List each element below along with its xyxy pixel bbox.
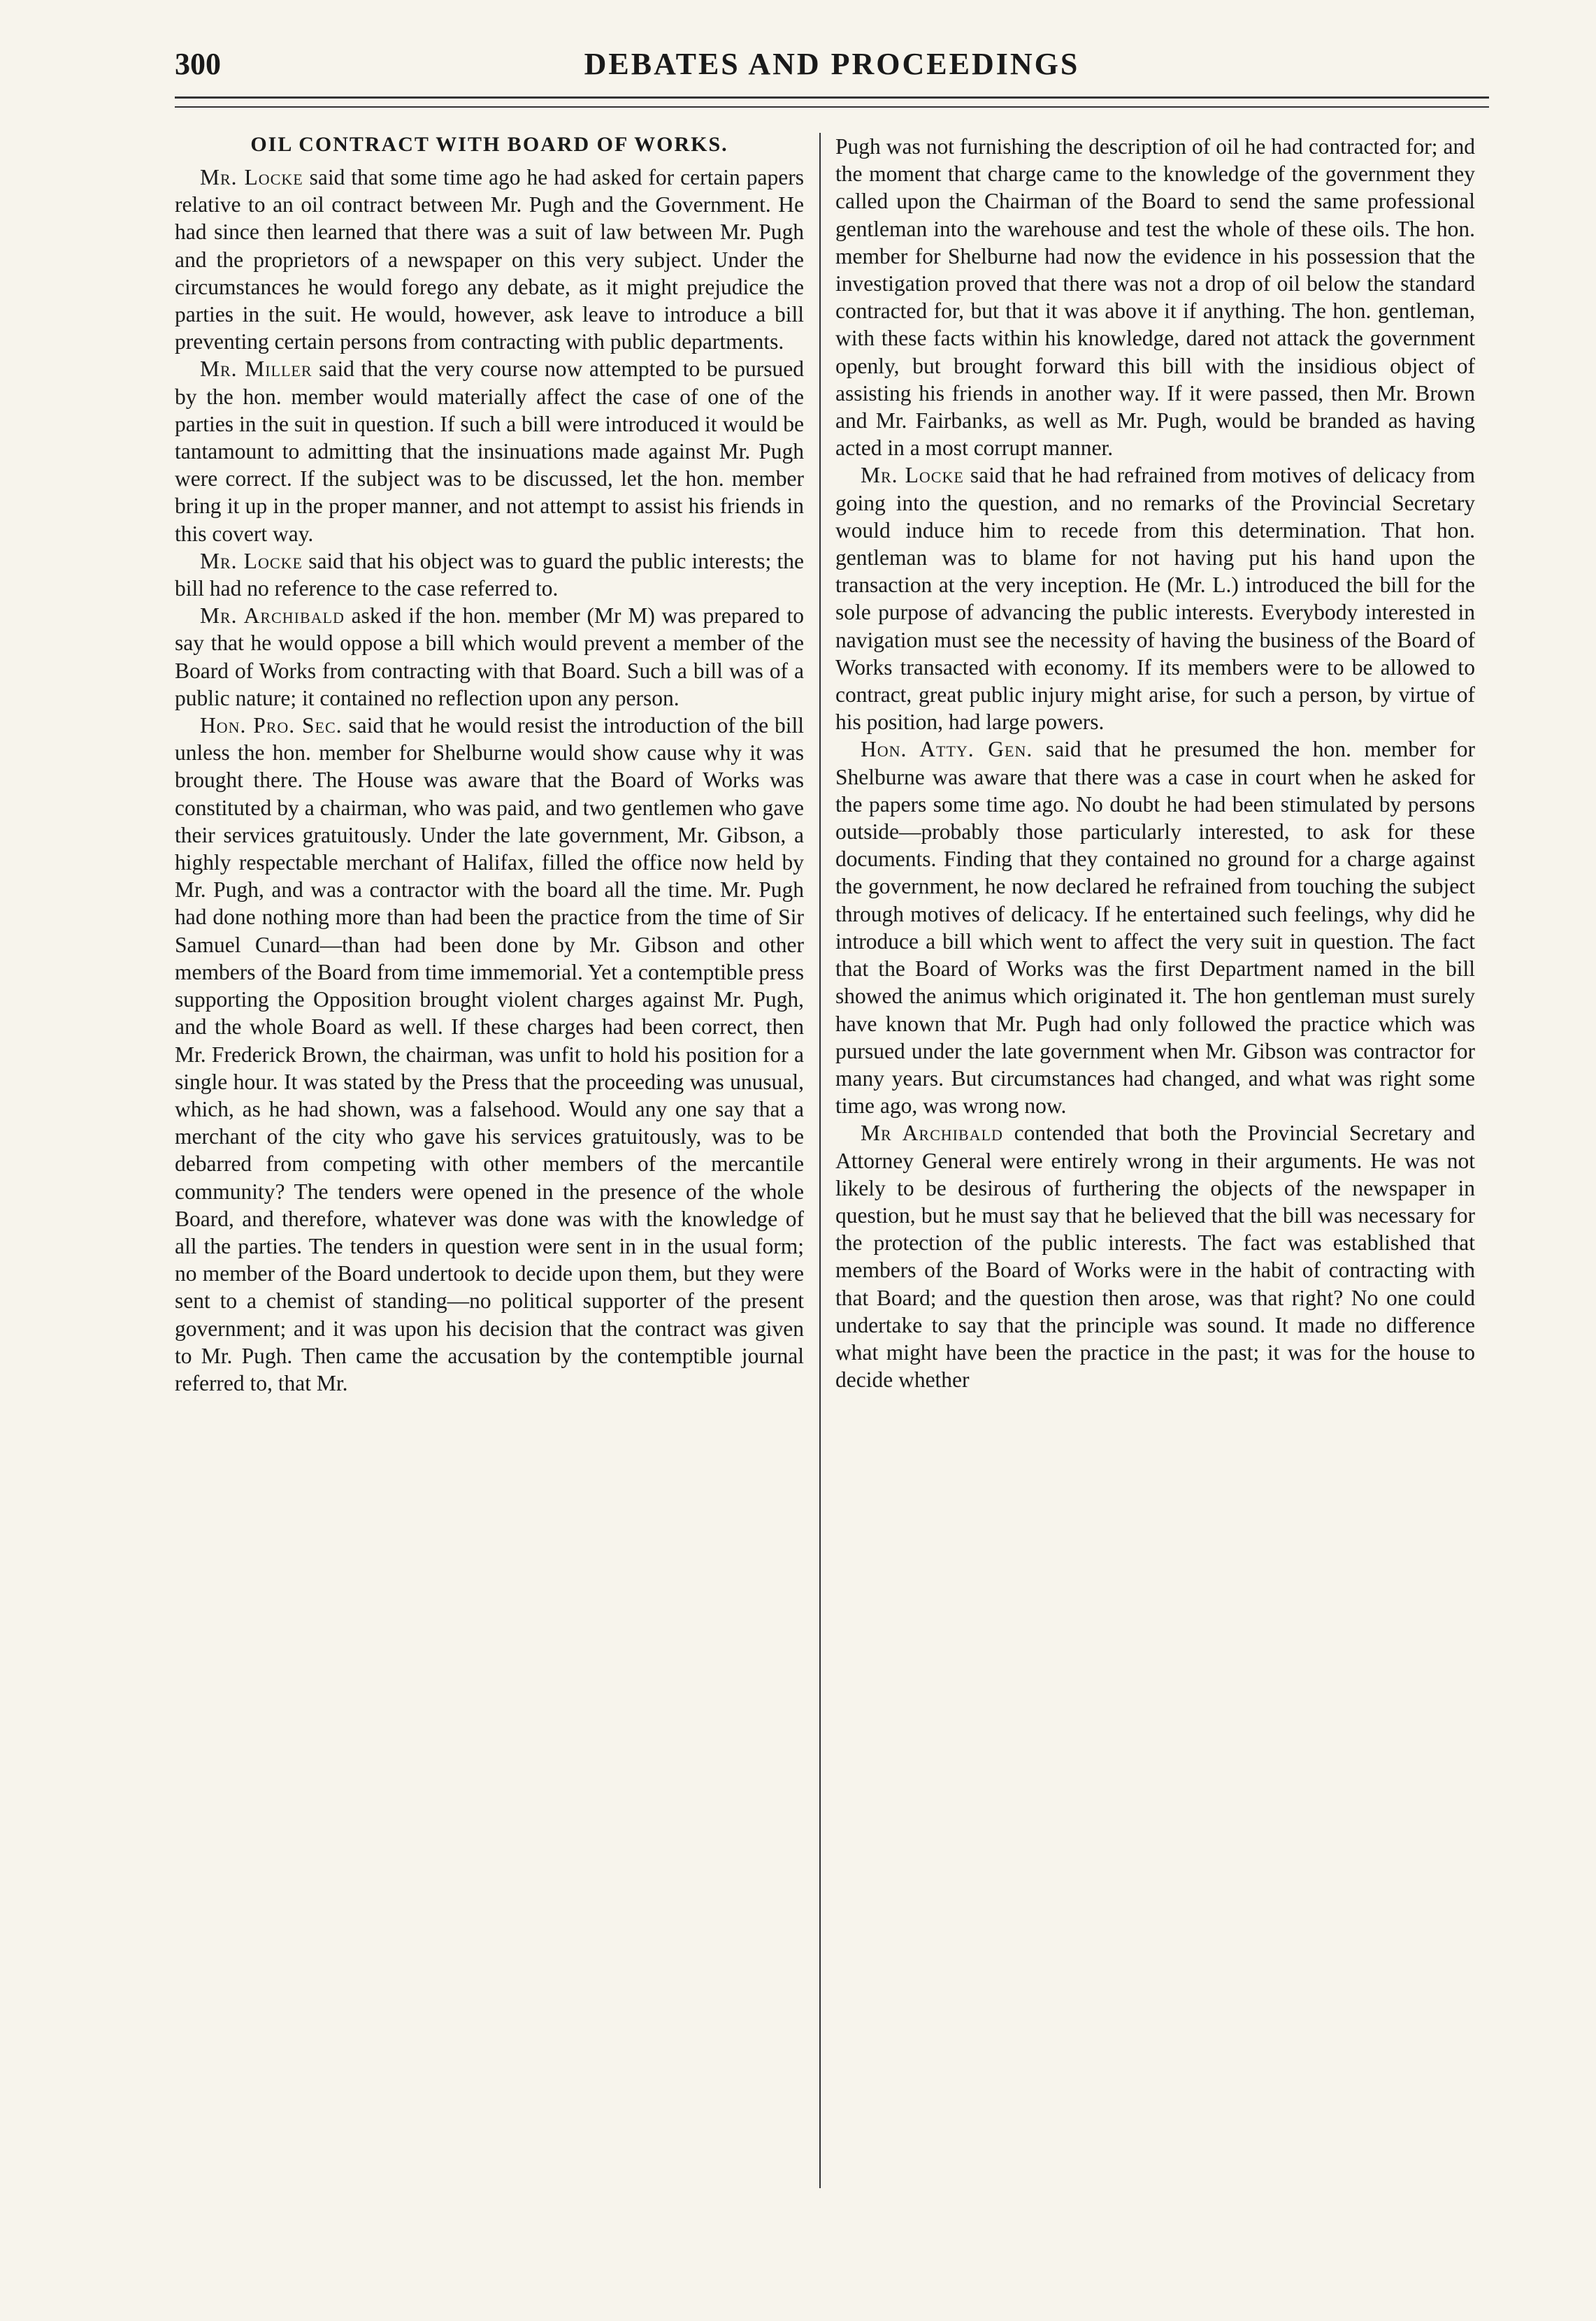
running-title: DEBATES AND PROCEEDINGS	[584, 47, 1080, 81]
document-page	[175, 42, 1489, 2279]
speaker-name: Mr. Locke	[200, 548, 303, 573]
paragraph-text: said that his object was to guard the public interests; the bill had no reference to the case referred to.	[175, 548, 804, 601]
left-column	[175, 133, 804, 2279]
column-divider	[819, 133, 821, 2188]
section-title: OIL CONTRACT WITH BOARD OF WORKS.	[250, 133, 728, 156]
speaker-name: Mr Archibald	[861, 1121, 1003, 1146]
paragraph-text: asked if the hon. member (Mr M) was prepared to say that he would oppose a bill which would prevent a member of the Board of Works from contracting with that Board. Such a bill was of a public nature; it contained no reflection upon any person.	[175, 603, 804, 710]
header-rule	[175, 96, 1489, 99]
paragraph	[175, 164, 804, 355]
page-header	[175, 42, 1489, 98]
paragraph	[835, 1119, 1475, 1393]
paragraph	[175, 712, 804, 1397]
right-column	[835, 133, 1475, 2279]
speaker-name: Mr. Archibald	[200, 603, 345, 628]
paragraph-text: said that the very course now attempted to be pursued by the hon. member would materially affect the case of one of the parties in the suit in question. If such a bill were introduced it would be tantamount to admitting that the insinuations made against Mr. Pugh were correct. If the subject was to be discussed, let the hon. member bring it up in the proper manner, and not attempt to assist his friends in this covert way.	[175, 357, 804, 546]
paragraph-text: said that some time ago he had asked for certain papers relative to an oil contract between Mr. Pugh and the Government. He had since then learned that there was a suit of law between Mr. Pugh and the proprietors of a newspaper on this very subject. Under the circumstances he would forego any debate, as it might prejudice the parties in the suit. He would, however, ask leave to introduce a bill preventing certain persons from contracting with public departments.	[175, 165, 804, 354]
speaker-name: Hon. Pro. Sec.	[200, 713, 343, 738]
paragraph-text: said that he had refrained from motives of delicacy from going into the question, and no remarks of the Provincial Secretary would induce him to recede from this determination. That hon. gentleman was to blame for not having put his hand upon the transaction at the very inception. He (Mr. L.) introduced the bill for the sole purpose of advancing the public interests. Everybody interested in navigation must see the necessity of having the business of the Board of Works transacted with economy. If its members were to be allowed to contract, great public injury might arise, for such a person, by virtue of his position, had large powers.	[835, 463, 1475, 735]
paragraph-text: contended that both the Provincial Secretary and Attorney General were entirely wrong in their arguments. He was not likely to be desirous of furthering the objects of the newspaper in question, but he must say that he believed that the bill was necessary for the protection of the public interests. The fact was established that members of the Board of Works were in the habit of contracting with that Board; and the question then arose, was that right? No one could undertake to say that the principle was sound. It made no difference what might have been the practice in the past; it was for the house to decide whether	[835, 1121, 1475, 1393]
paragraph	[835, 735, 1475, 1119]
header-rule-secondary	[175, 106, 1489, 108]
paragraph-text: said that he would resist the introduction of the bill unless the hon. member for Shelburne would show cause why it was brought there. The House was aware that the Board of Works was constituted by a chairman, who was paid, and two gentlemen who gave their services gratuitously. Under the late government, Mr. Gibson, a highly respectable merchant of Halifax, filled the office now held by Mr. Pugh, and was a contractor with the board all the time. Mr. Pugh had done nothing more than had been the practice from the time of Sir Samuel Cunard—than had been done by Mr. Gibson and other members of the Board from time immemorial. Yet a contemptible press supporting the Opposition brought violent charges against Mr. Pugh, and the whole Board as well. If these charges had been correct, then Mr. Frederick Brown, the chairman, was unfit to hold his position for a single hour. It was stated by the Press that the proceeding was unusual, which, as he had shown, was a falsehood. Would any one say that a merchant of the city who gave his services gratuitously, was to be debarred from competing with other members of the mercantile community? The tenders were opened in the presence of the whole Board, and therefore, whatever was done was with the knowledge of all the parties. The tenders in question were sent in in the usual form; no member of the Board undertook to decide upon them, but they were sent to a chemist of standing—no political supporter of the present government; and it was upon his decision that the contract was given to Mr. Pugh. Then came the accusation by the contemptible journal referred to, that Mr.	[175, 713, 804, 1395]
paragraph	[175, 355, 804, 547]
paragraph-text: said that he presumed the hon. member for Shelburne was aware that there was a case in court when he asked for the papers some time ago. No doubt he had been stimulated by persons outside—probably those particularly interested, to ask for these documents. Finding that they contained no ground for a charge against the government, he now declared he refrained from touching the subject through motives of delicacy. If he entertained such feelings, why did he introduce a bill which went to affect the very suit in question. The fact that the Board of Works was the first Department named in the bill showed the animus which originated it. The hon gentleman must surely have known that Mr. Pugh had only followed the practice which was pursued under the late government when Mr. Gibson was contractor for many years. But circumstances had changed, and what was right some time ago, was wrong now.	[835, 737, 1475, 1119]
paragraph-text: Pugh was not furnishing the description of oil he had contracted for; and the moment that charge came to the knowledge of the government they called upon the Chairman of the Board to send the same professional gentleman into the warehouse and test the whole of these oils. The hon. member for Shelburne had now the evidence in his possession that the investigation proved that there was not a drop of oil below the standard contracted for, but that it was above it if anything. The hon. gentleman, with these facts within his knowledge, dared not attack the government openly, but brought forward this bill with the insidious object of assisting his friends in another way. If it were passed, then Mr. Brown and Mr. Fairbanks, as well as Mr. Pugh, would be branded as having acted in a most corrupt manner.	[835, 134, 1475, 461]
text-columns	[175, 133, 1489, 2279]
speaker-name: Hon. Atty. Gen.	[861, 737, 1033, 762]
paragraph-continued	[835, 133, 1475, 461]
speaker-name: Mr. Miller	[200, 357, 312, 382]
speaker-name: Mr. Locke	[200, 165, 303, 189]
paragraph	[835, 461, 1475, 735]
paragraph	[175, 602, 804, 712]
speaker-name: Mr. Locke	[861, 463, 964, 488]
paragraph	[175, 547, 804, 602]
page-number: 300	[175, 47, 221, 81]
